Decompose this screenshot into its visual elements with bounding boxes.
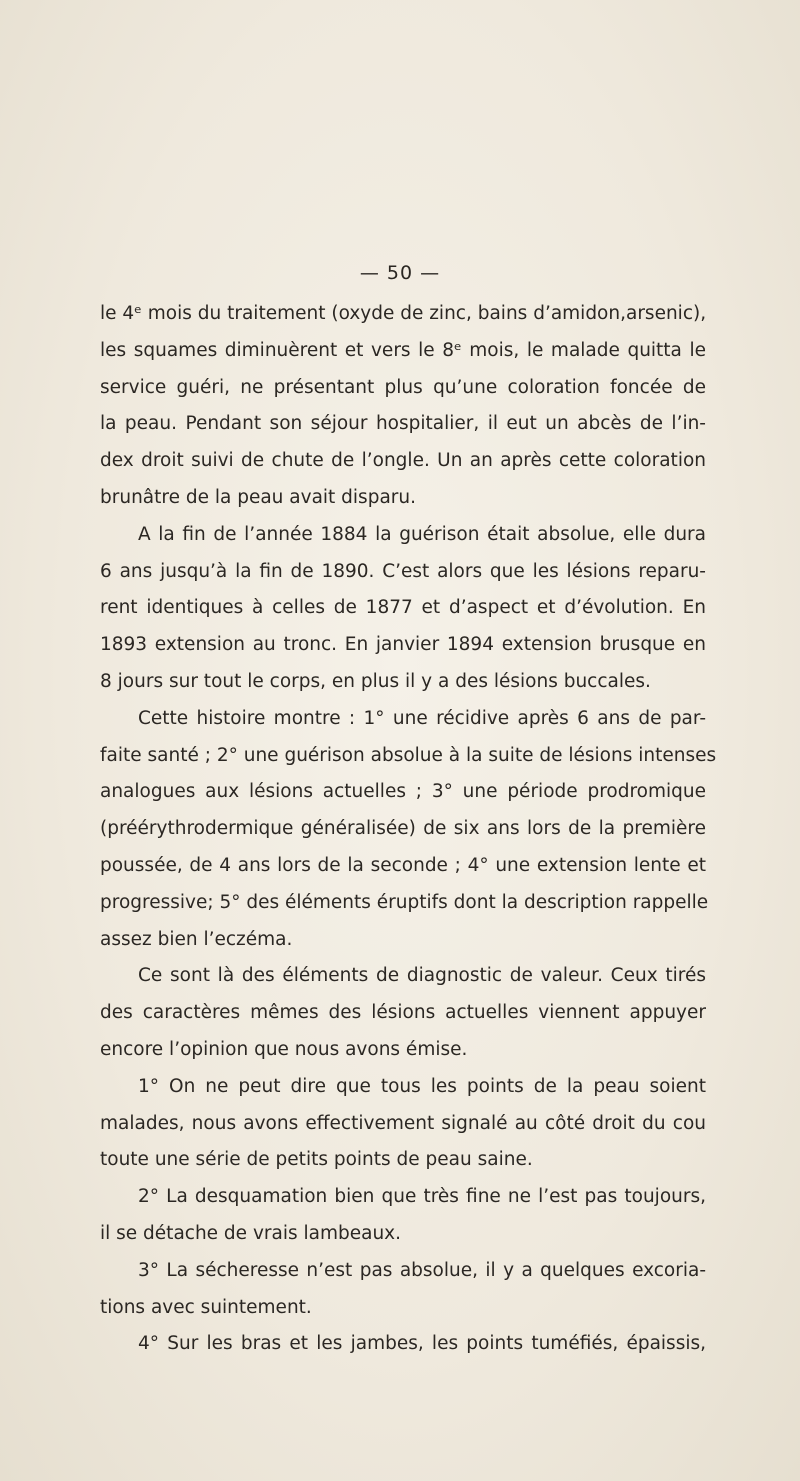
- text-line: assez bien l’eczéma.: [100, 928, 293, 950]
- body-text: [100, 296, 717, 1363]
- text-line: dex droit suivi de chute de l’ongle. Un an après cette coloration: [100, 450, 706, 472]
- text-line: encore l’opinion que nous avons émise.: [100, 1038, 468, 1060]
- text-line: A la fin de l’année 1884 la guérison était absolue, elle dura: [138, 523, 706, 545]
- text-line: service guéri, ne présentant plus qu’une coloration foncée de: [100, 376, 706, 398]
- text-line: 6 ans jusqu’à la fin de 1890. C’est alors que les lésions reparu-: [100, 560, 706, 582]
- text-line: rent identiques à celles de 1877 et d’aspect et d’évolution. En: [100, 597, 706, 619]
- text-line: poussée, de 4 ans lors de la seconde ; 4° une extension lente et: [100, 854, 706, 876]
- text-line: 3° La sécheresse n’est pas absolue, il y a quelques excoria-: [138, 1259, 706, 1281]
- text-line: progressive; 5° des éléments éruptifs dont la description rappelle: [100, 891, 709, 913]
- page-number: — 50 —: [359, 262, 441, 284]
- text-line: 2° La desquamation bien que très fine ne l’est pas toujours,: [138, 1186, 706, 1208]
- text-line: 1893 extension au tronc. En janvier 1894 extension brusque en: [100, 634, 706, 656]
- text-line: 1° On ne peut dire que tous les points de la peau soient: [138, 1075, 706, 1097]
- text-line: (préérythrodermique généralisée) de six ans lors de la première: [100, 818, 706, 840]
- text-line: des caractères mêmes des lésions actuelles viennent appuyer: [100, 1002, 706, 1024]
- text-line: 4° Sur les bras et les jambes, les points tuméfiés, épaissis,: [138, 1333, 706, 1355]
- text-line: faite santé ; 2° une guérison absolue à la suite de lésions intenses: [100, 744, 717, 766]
- text-line: le 4ᵉ mois du traitement (oxyde de zinc, bains d’amidon,arsenic),: [100, 303, 707, 324]
- text-line: il se détache de vrais lambeaux.: [100, 1222, 402, 1244]
- text-line: toute une série de petits points de peau saine.: [100, 1149, 533, 1171]
- text-line: malades, nous avons effectivement signalé au côté droit du cou: [100, 1112, 706, 1134]
- text-line: Cette histoire montre : 1° une récidive après 6 ans de par-: [138, 707, 706, 729]
- text-line: la peau. Pendant son séjour hospitalier, il eut un abcès de l’in-: [100, 413, 706, 435]
- text-line: brunâtre de la peau avait disparu.: [100, 486, 416, 508]
- text-line: Ce sont là des éléments de diagnostic de valeur. Ceux tirés: [138, 965, 706, 987]
- text-line: analogues aux lésions actuelles ; 3° une période prodromique: [100, 781, 706, 803]
- text-line: tions avec suintement.: [100, 1296, 312, 1318]
- text-line: 8 jours sur tout le corps, en plus il y a des lésions buccales.: [100, 670, 651, 692]
- text-line: les squames diminuèrent et vers le 8ᵉ mois, le malade quitta le: [100, 339, 706, 361]
